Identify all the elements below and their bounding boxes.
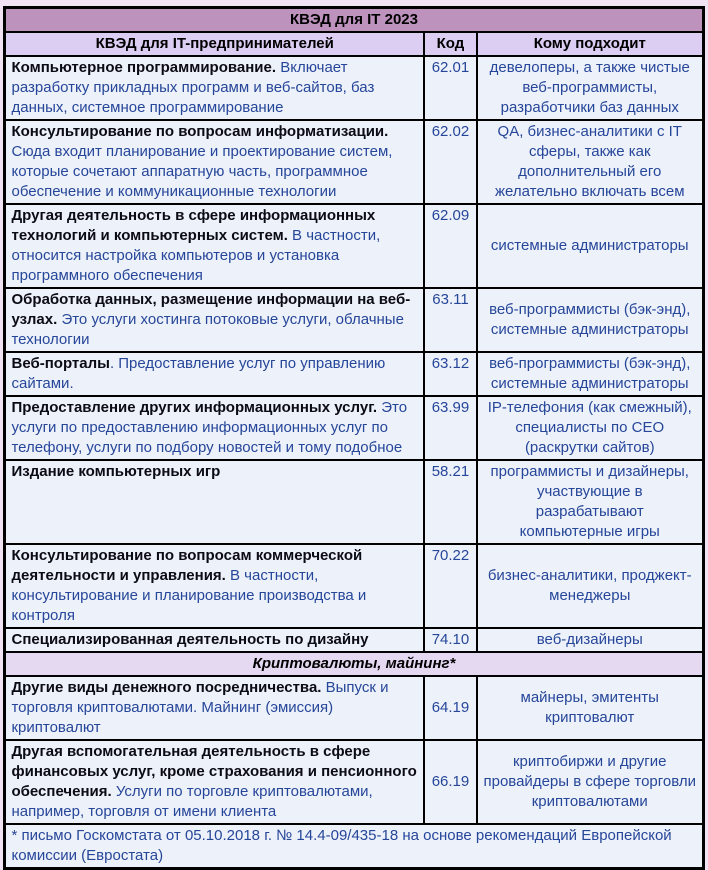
audience-cell: веб-дизайнеры [477, 628, 703, 652]
audience-cell: майнеры, эмитенты криптовалют [477, 676, 703, 740]
activity-details: Включает разработку прикладных программ и веб-сайтов, баз данных, системное программирование [11, 59, 375, 116]
activity-description-cell [5, 352, 424, 396]
table-row [5, 120, 703, 204]
activity-details: Выпуск и торговля криптовалютами. Майнинг (эмиссия) криптовалют [11, 679, 389, 736]
activity-name: Консультирование по вопросам коммерческой деятельности и управления. [11, 547, 363, 584]
activity-name: Предоставление других информационных услуг. [11, 399, 378, 416]
kved-code-cell: 63.99 [424, 396, 477, 460]
table-row [5, 628, 703, 652]
audience-cell: программисты и дизайнеры, участвующие в разрабатывают компьютерные игры [477, 460, 703, 544]
activity-description-cell [5, 740, 424, 824]
activity-details: Услуги по торговле криптовалютами, например, торговля от имени клиента [11, 783, 373, 820]
activity-details: В частности, консультирование и планирование производства и контроля [11, 567, 367, 624]
activity-details: Это услуги по предоставлению информационных услуг по телефону, услуги по подбору новостей и тому подобное [11, 399, 408, 456]
table-row [5, 544, 703, 628]
activity-details: В частности, относится настройка компьютеров и установка программного обеспечения [11, 227, 381, 284]
column-header-activity: КВЭД для IT-предпринимателей [5, 32, 424, 56]
activity-name: Консультирование по вопросам информатизации. [11, 123, 389, 140]
activity-description-cell [5, 396, 424, 460]
footnote-row [5, 824, 703, 869]
audience-cell: веб-программисты (бэк-энд), системные администраторы [477, 352, 703, 396]
kved-table [3, 6, 704, 870]
activity-name: Компьютерное программирование. [11, 59, 277, 76]
kved-code-cell: 74.10 [424, 628, 477, 652]
kved-code-cell: 63.12 [424, 352, 477, 396]
table-row [5, 204, 703, 288]
footnote-text: * письмо Госкомстата от 05.10.2018 г. № 14.4-09/435-18 на основе рекомендаций Европейской комиссии (Евростата) [5, 824, 703, 869]
activity-details: Сюда входит планирование и проектирование систем, которые сочетают аппаратную часть, программное обеспечение и коммуникационные технологии [11, 143, 393, 200]
section-header-row [5, 652, 703, 676]
table-row [5, 56, 703, 120]
header-row [5, 32, 703, 56]
kved-code-cell: 70.22 [424, 544, 477, 628]
title-row [5, 8, 703, 33]
table-row [5, 352, 703, 396]
activity-details: . Предоставление услуг по управлению сайтами. [11, 355, 386, 392]
table-row [5, 676, 703, 740]
kved-code-cell: 63.11 [424, 288, 477, 352]
activity-name: Другая деятельность в сфере информационных технологий и компьютерных систем. [11, 207, 376, 244]
activity-description-cell [5, 460, 424, 544]
audience-cell: системные администраторы [477, 204, 703, 288]
kved-code-cell: 62.02 [424, 120, 477, 204]
activity-description-cell [5, 120, 424, 204]
table-row [5, 396, 703, 460]
activity-name: Другая вспомогательная деятельность в сфере финансовых услуг, кроме страхования и пенсионного обеспечения. [11, 743, 417, 800]
activity-name: Обработка данных, размещение информации на веб-узлах. [11, 291, 411, 328]
activity-description-cell [5, 544, 424, 628]
audience-cell: веб-программисты (бэк-энд), системные администраторы [477, 288, 703, 352]
table-row [5, 460, 703, 544]
kved-code-cell: 66.19 [424, 740, 477, 824]
activity-description-cell [5, 56, 424, 120]
column-header-audience: Кому подходит [477, 32, 703, 56]
activity-name: Специализированная деятельность по дизайну [11, 631, 369, 648]
activity-name: Издание компьютерных игр [11, 463, 221, 480]
audience-cell: QA, бизнес-аналитики с IT сферы, также как дополнительный его желательно включать всем [477, 120, 703, 204]
activity-name: Веб-порталы [11, 355, 110, 372]
table-row [5, 740, 703, 824]
kved-code-cell: 62.01 [424, 56, 477, 120]
kved-code-cell: 62.09 [424, 204, 477, 288]
activity-description-cell [5, 204, 424, 288]
activity-description-cell [5, 288, 424, 352]
activity-description-cell [5, 628, 424, 652]
column-header-code: Код [424, 32, 477, 56]
audience-cell: девелоперы, а также чистые веб-программисты, разработчики баз данных [477, 56, 703, 120]
activity-details: Это услуги хостинга потоковые услуги, облачные технологии [11, 311, 404, 348]
activity-name: Другие виды денежного посредничества. [11, 679, 322, 696]
activity-description-cell [5, 676, 424, 740]
audience-cell: бизнес-аналитики, проджект-менеджеры [477, 544, 703, 628]
kved-code-cell: 58.21 [424, 460, 477, 544]
table-row [5, 288, 703, 352]
section-header-label: Криптовалюты, майнинг* [5, 652, 703, 676]
table-title: КВЭД для IT 2023 [5, 8, 703, 33]
kved-code-cell: 64.19 [424, 676, 477, 740]
audience-cell: криптобиржи и другие провайдеры в сфере торговли криптовалютами [477, 740, 703, 824]
audience-cell: IP-телефония (как смежный), специалисты по СЕО (раскрутки сайтов) [477, 396, 703, 460]
